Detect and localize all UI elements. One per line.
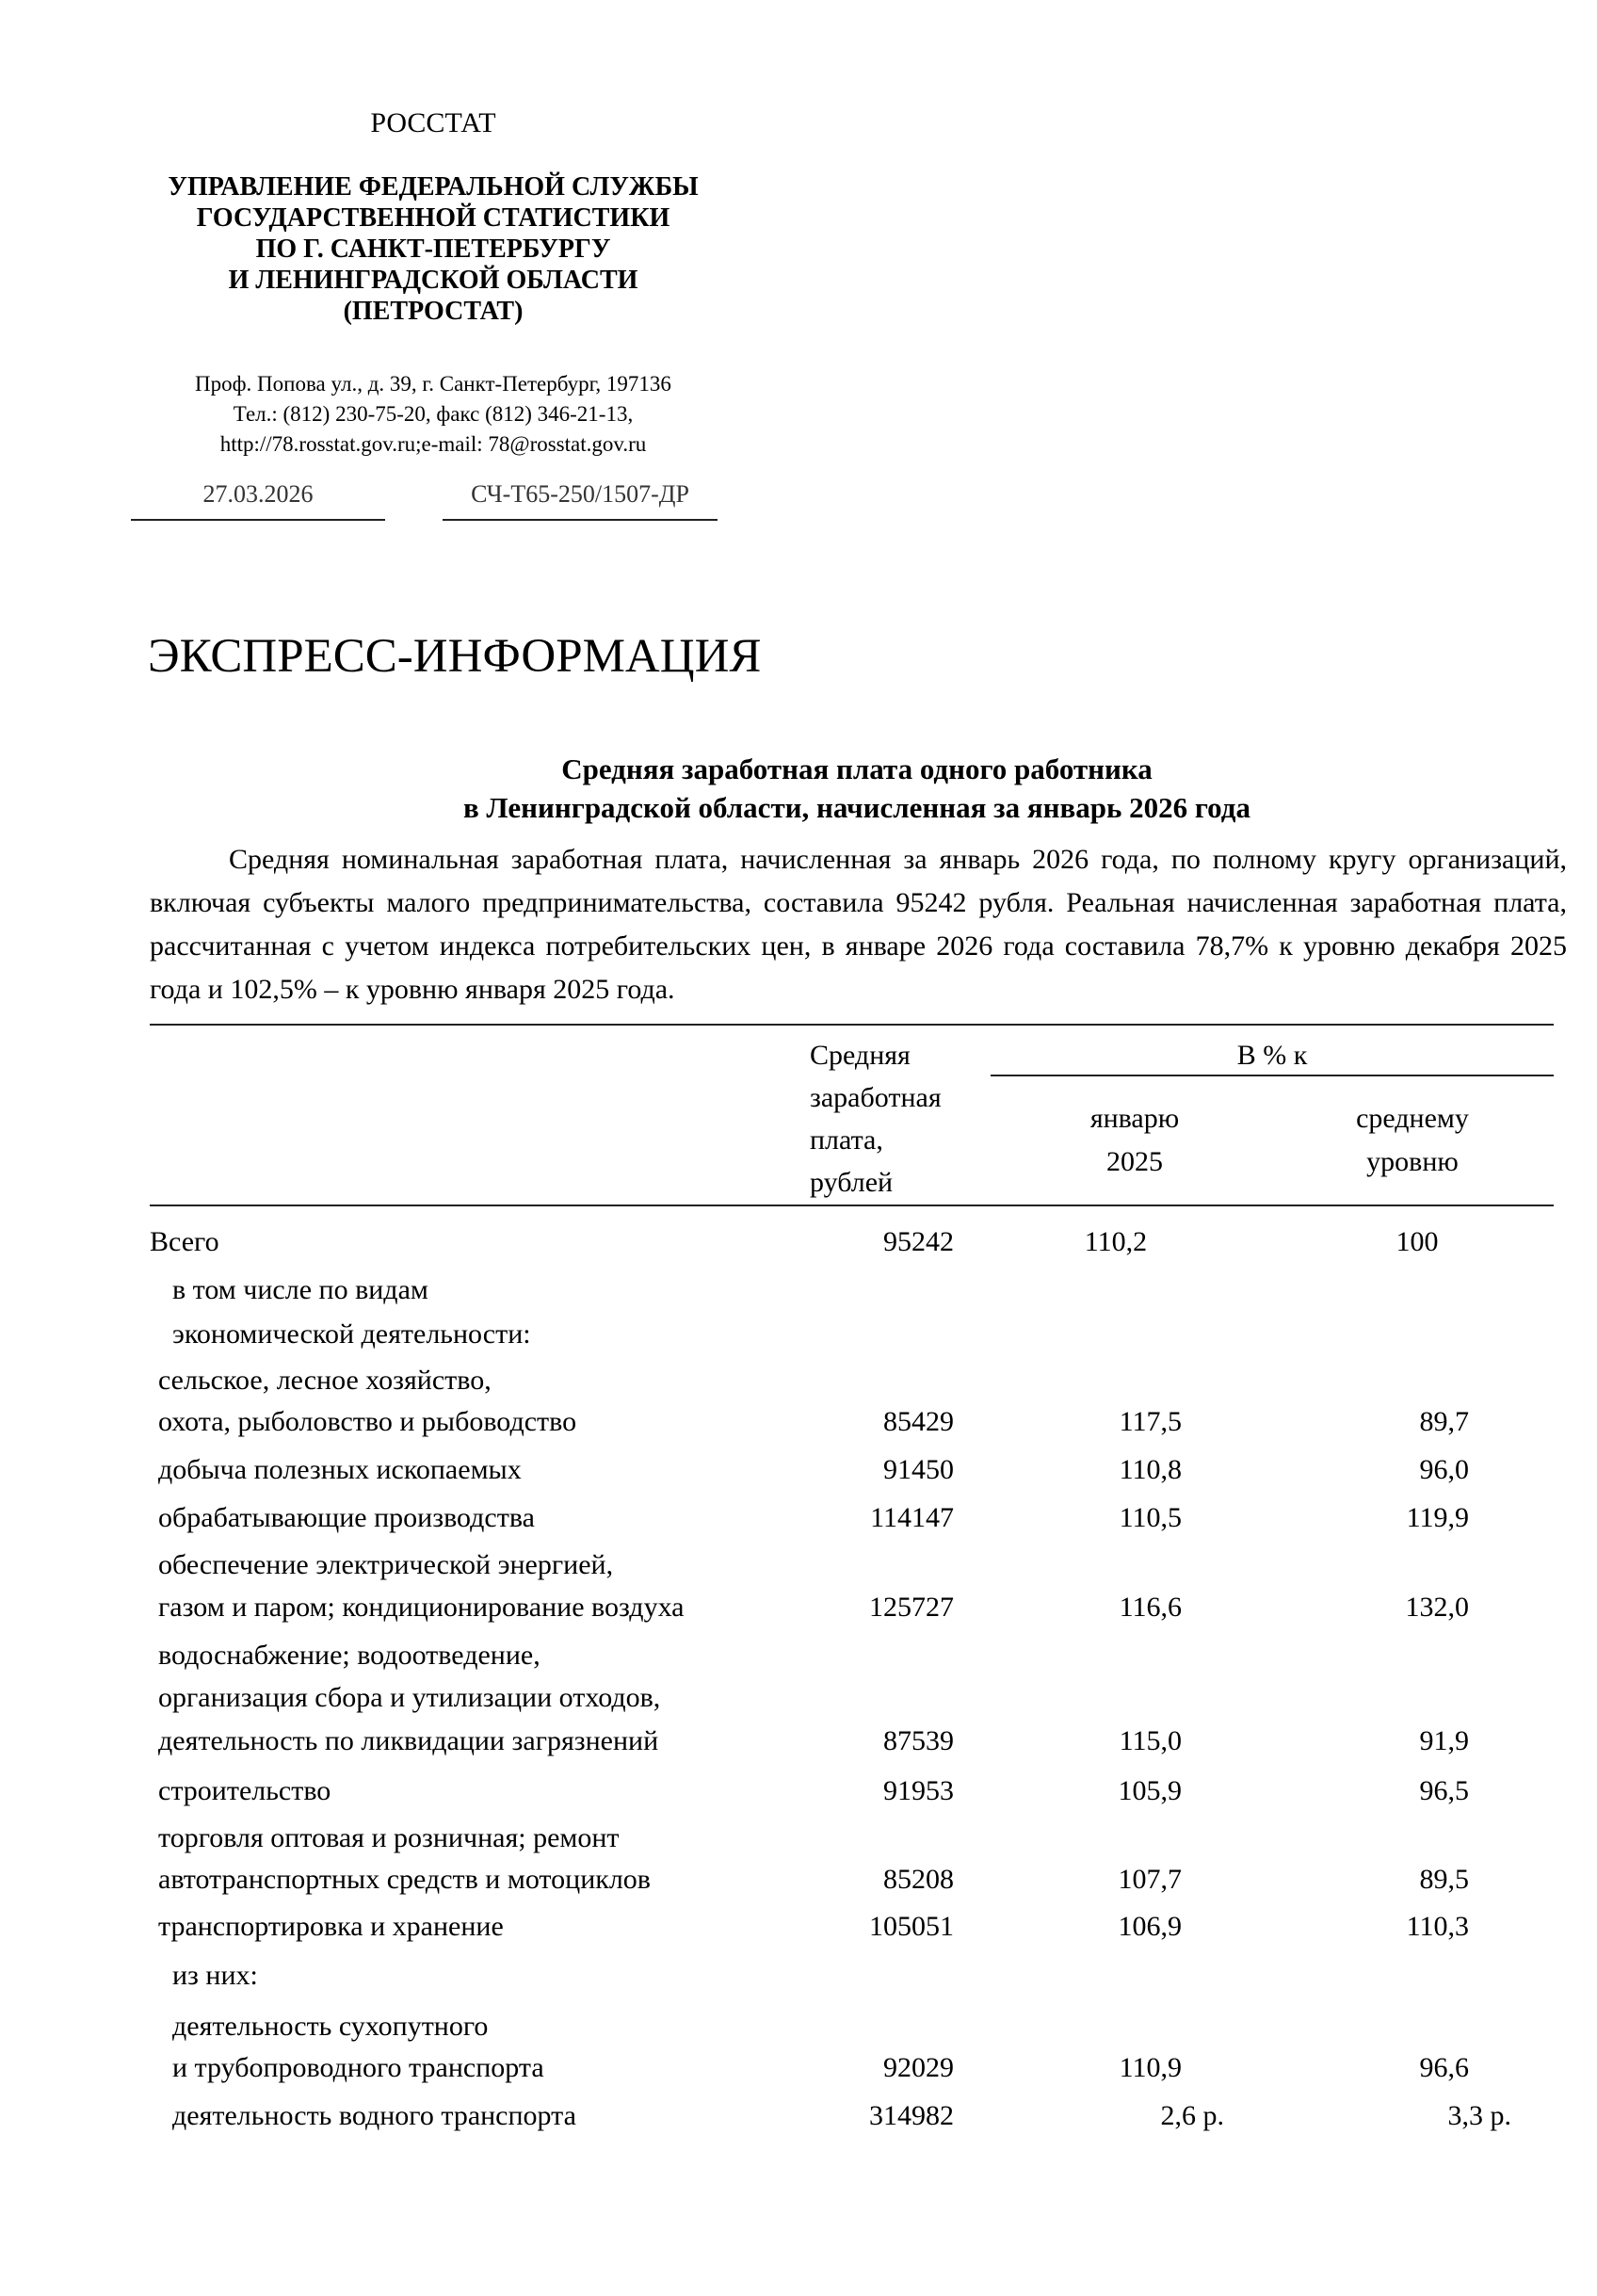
column-group-header: В % к bbox=[1236, 1040, 1308, 1071]
table-row-label: из них: bbox=[172, 1960, 258, 1991]
department-name bbox=[122, 171, 744, 327]
title-line: Средняя заработная плата одного работника bbox=[561, 752, 1153, 785]
date-underline bbox=[131, 519, 385, 521]
table-row-label: обеспечение электрической энергией, bbox=[158, 1549, 614, 1580]
department-line: ПО Г. САНКТ-ПЕТЕРБУРГУ bbox=[255, 234, 611, 264]
column-header-vs-average bbox=[1309, 1097, 1516, 1184]
cell-wage: 105051 bbox=[869, 1911, 954, 1942]
header-line: рублей bbox=[810, 1167, 894, 1198]
table-row-label: деятельность сухопутного bbox=[172, 2011, 489, 2042]
header-line: уровню bbox=[1366, 1146, 1459, 1177]
cell-wage: 92029 bbox=[883, 2052, 954, 2083]
table-top-rule bbox=[150, 1024, 1554, 1026]
cell-wage: 114147 bbox=[870, 1502, 954, 1533]
cell-wage: 91450 bbox=[883, 1454, 954, 1485]
cell-vs-jan2025: 110,5 bbox=[1119, 1502, 1182, 1533]
cell-vs-jan2025: 110,8 bbox=[1119, 1454, 1182, 1485]
table-row-label: газом и паром; кондиционирование воздуха bbox=[158, 1592, 685, 1623]
header-line: январю bbox=[1089, 1103, 1180, 1134]
column-header-wage bbox=[810, 1034, 942, 1204]
department-line: (ПЕТРОСТАТ) bbox=[343, 297, 524, 326]
cell-vs-jan2025: 115,0 bbox=[1119, 1725, 1182, 1756]
cell-vs-jan2025: 106,9 bbox=[1118, 1911, 1182, 1942]
table-header-bottom-rule bbox=[150, 1205, 1554, 1206]
cell-vs-average: 89,5 bbox=[1419, 1864, 1469, 1895]
cell-vs-average: 110,3 bbox=[1406, 1911, 1469, 1942]
cell-wage: 125727 bbox=[869, 1592, 954, 1623]
web-email-line: http://78.rosstat.gov.ru;e-mail: 78@rosstat.gov.ru bbox=[219, 432, 647, 456]
table-row-label: транспортировка и хранение bbox=[158, 1911, 504, 1942]
cell-vs-jan2025: 110,2 bbox=[1084, 1226, 1148, 1257]
table-row-label: и трубопроводного транспорта bbox=[172, 2052, 544, 2083]
table-row-label: в том числе по видам bbox=[172, 1274, 428, 1305]
cell-wage: 314982 bbox=[869, 2100, 954, 2131]
title-line: в Ленинградской области, начисленная за январь 2026 года bbox=[463, 791, 1250, 824]
report-title bbox=[132, 750, 1582, 827]
cell-vs-jan2025: 110,9 bbox=[1119, 2052, 1182, 2083]
table-row-label: обрабатывающие производства bbox=[158, 1502, 535, 1533]
table-row-label: экономической деятельности: bbox=[172, 1318, 531, 1350]
cell-wage: 85208 bbox=[883, 1864, 954, 1895]
cell-vs-average: 89,7 bbox=[1419, 1406, 1469, 1437]
address-line: Проф. Попова ул., д. 39, г. Санкт-Петербург, 197136 bbox=[195, 372, 671, 396]
summary-paragraph: Средняя номинальная заработная плата, начисленная за январь 2026 года, по полному кругу организаций, включая субъекты малого предпринимательства, составила 95242 рубля. Реальная начисленная заработная плата, рассчитанная с учетом индекса потребительских цен, в январе 2026 года составила 78,7% к уровню декабря 2025 года и 102,5% – к уровню января 2025 года. bbox=[150, 844, 1567, 1005]
header-line: среднему bbox=[1356, 1103, 1469, 1134]
table-row-label: сельское, лесное хозяйство, bbox=[158, 1365, 492, 1396]
cell-vs-jan2025: 2,6 р. bbox=[1160, 2100, 1224, 2131]
table-row-label: охота, рыболовство и рыбоводство bbox=[158, 1406, 577, 1437]
header-line: заработная bbox=[810, 1082, 942, 1113]
table-row-label: добыча полезных ископаемых bbox=[158, 1454, 522, 1485]
cell-vs-jan2025: 116,6 bbox=[1119, 1592, 1182, 1623]
department-line: ГОСУДАРСТВЕННОЙ СТАТИСТИКИ bbox=[196, 203, 670, 233]
cell-wage: 85429 bbox=[883, 1406, 954, 1437]
contact-address bbox=[122, 369, 744, 460]
cell-wage: 87539 bbox=[883, 1725, 954, 1756]
cell-vs-jan2025: 105,9 bbox=[1118, 1775, 1182, 1806]
table-row-label: автотранспортных средств и мотоциклов bbox=[158, 1864, 651, 1895]
cell-wage: 95242 bbox=[883, 1226, 954, 1257]
table-row-label: организация сбора и утилизации отходов, bbox=[158, 1682, 661, 1713]
page-heading: ЭКСПРЕСС-ИНФОРМАЦИЯ bbox=[148, 630, 762, 683]
header-line: 2025 bbox=[1106, 1146, 1163, 1177]
table-row-label: деятельность водного транспорта bbox=[172, 2100, 576, 2131]
table-row-label: Всего bbox=[150, 1226, 219, 1257]
cell-vs-average: 132,0 bbox=[1405, 1592, 1469, 1623]
cell-vs-average: 3,3 р. bbox=[1447, 2100, 1511, 2131]
header-line: Средняя bbox=[810, 1040, 911, 1071]
table-row-label: торговля оптовая и розничная; ремонт bbox=[158, 1822, 620, 1853]
cell-vs-average: 96,5 bbox=[1419, 1775, 1469, 1806]
cell-vs-average: 96,6 bbox=[1419, 2052, 1469, 2083]
cell-vs-average: 100 bbox=[1395, 1226, 1439, 1257]
table-row-label: водоснабжение; водоотведение, bbox=[158, 1640, 540, 1671]
table-row-label: строительство bbox=[158, 1775, 331, 1806]
cell-vs-jan2025: 117,5 bbox=[1119, 1406, 1182, 1437]
department-line: УПРАВЛЕНИЕ ФЕДЕРАЛЬНОЙ СЛУЖБЫ bbox=[168, 172, 699, 202]
department-line: И ЛЕНИНГРАДСКОЙ ОБЛАСТИ bbox=[228, 266, 638, 295]
phone-line: Тел.: (812) 230-75-20, факс (812) 346-21-13, bbox=[233, 402, 634, 426]
cell-wage: 91953 bbox=[883, 1775, 954, 1806]
table-row-label: деятельность по ликвидации загрязнений bbox=[158, 1725, 659, 1756]
header-line: плата, bbox=[810, 1124, 883, 1156]
agency-name: РОССТАТ bbox=[370, 107, 496, 138]
document-date: 27.03.2026 bbox=[202, 480, 314, 508]
cell-vs-average: 96,0 bbox=[1419, 1454, 1469, 1485]
cell-vs-average: 119,9 bbox=[1406, 1502, 1469, 1533]
document-reference-number: СЧ-Т65-250/1507-ДР bbox=[471, 480, 689, 508]
cell-vs-jan2025: 107,7 bbox=[1118, 1864, 1182, 1895]
cell-vs-average: 91,9 bbox=[1419, 1725, 1469, 1756]
reference-underline bbox=[443, 519, 718, 521]
column-header-vs-jan2025 bbox=[1036, 1097, 1234, 1184]
